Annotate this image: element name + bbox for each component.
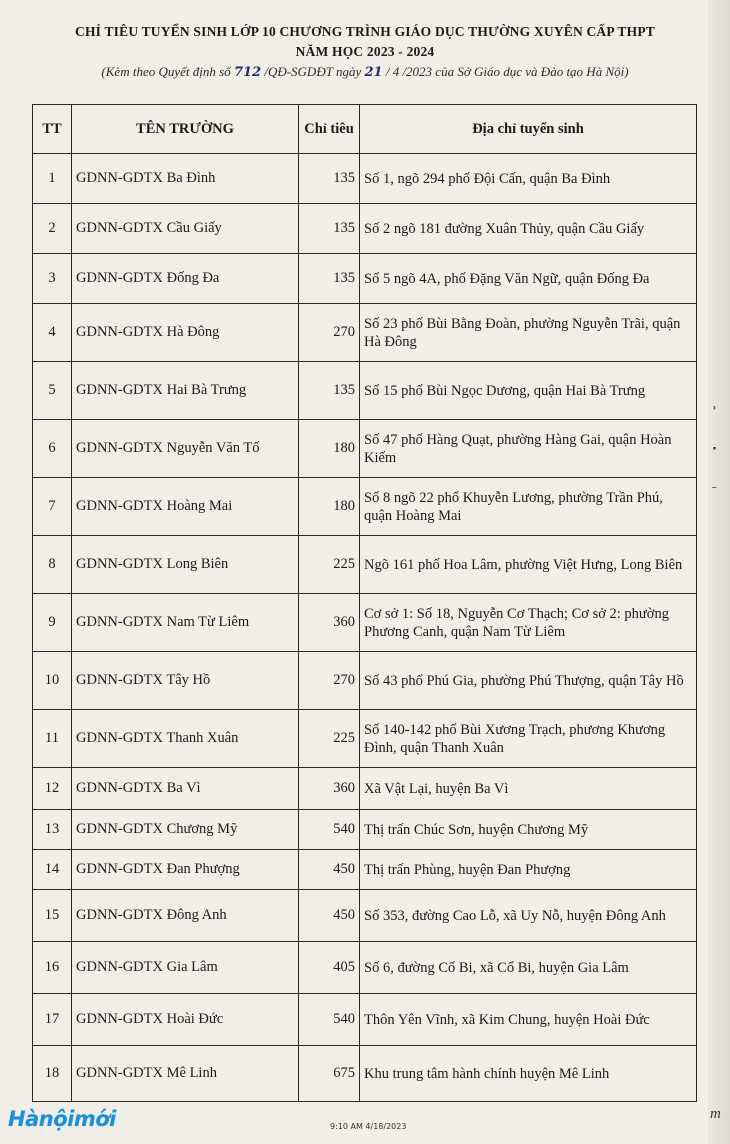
quota-value: 135 xyxy=(299,154,360,204)
table-row xyxy=(33,536,697,594)
school-name: GDNN-GDTX Ba Đình xyxy=(72,154,299,204)
table-body xyxy=(33,154,697,1102)
quota-value: 405 xyxy=(299,942,360,994)
school-name: GDNN-GDTX Ba Vì xyxy=(72,768,299,810)
row-number: 14 xyxy=(33,850,72,890)
school-name: GDNN-GDTX Chương Mỹ xyxy=(72,810,299,850)
admission-address: Số 353, đường Cao Lỗ, xã Uy Nỗ, huyện Đông Anh xyxy=(360,890,697,942)
school-name: GDNN-GDTX Nguyễn Văn Tố xyxy=(72,420,299,478)
row-number: 9 xyxy=(33,594,72,652)
header-school-name: TÊN TRƯỜNG xyxy=(72,105,299,154)
table-row xyxy=(33,890,697,942)
admission-address: Thị trấn Phùng, huyện Đan Phượng xyxy=(360,850,697,890)
admission-address: Số 15 phố Bùi Ngọc Dương, quận Hai Bà Trưng xyxy=(360,362,697,420)
admission-address: Số 8 ngõ 22 phố Khuyễn Lương, phường Trần Phú, quận Hoàng Mai xyxy=(360,478,697,536)
school-name: GDNN-GDTX Hai Bà Trưng xyxy=(72,362,299,420)
row-number: 1 xyxy=(33,154,72,204)
quota-value: 360 xyxy=(299,594,360,652)
header-address: Địa chỉ tuyển sinh xyxy=(360,105,697,154)
quota-value: 270 xyxy=(299,304,360,362)
school-name: GDNN-GDTX Cầu Giấy xyxy=(72,204,299,254)
admission-address: Số 1, ngõ 294 phố Đội Cấn, quận Ba Đình xyxy=(360,154,697,204)
quota-value: 540 xyxy=(299,994,360,1046)
row-number: 2 xyxy=(33,204,72,254)
school-name: GDNN-GDTX Mê Linh xyxy=(72,1046,299,1102)
row-number: 16 xyxy=(33,942,72,994)
quota-value: 450 xyxy=(299,890,360,942)
row-number: 17 xyxy=(33,994,72,1046)
page-edge xyxy=(708,0,730,1144)
table-row xyxy=(33,478,697,536)
school-name: GDNN-GDTX Đống Đa xyxy=(72,254,299,304)
document-header xyxy=(0,22,730,83)
table-row xyxy=(33,204,697,254)
quota-value: 135 xyxy=(299,204,360,254)
row-number: 13 xyxy=(33,810,72,850)
table-row xyxy=(33,362,697,420)
margin-marks xyxy=(712,405,730,511)
table-row xyxy=(33,810,697,850)
admission-address: Khu trung tâm hành chính huyện Mê Linh xyxy=(360,1046,697,1102)
school-name: GDNN-GDTX Hoài Đức xyxy=(72,994,299,1046)
quota-value: 270 xyxy=(299,652,360,710)
decision-number: 712 xyxy=(233,65,262,80)
title-line-2: NĂM HỌC 2023 - 2024 xyxy=(295,44,435,59)
publisher-logo: Hànộimới xyxy=(8,1107,116,1131)
row-number: 10 xyxy=(33,652,72,710)
row-number: 4 xyxy=(33,304,72,362)
row-number: 7 xyxy=(33,478,72,536)
quota-value: 450 xyxy=(299,850,360,890)
header-quota: Chỉ tiêu xyxy=(299,105,360,154)
table-row xyxy=(33,710,697,768)
margin-mark: ʾ xyxy=(712,405,717,420)
quota-value: 225 xyxy=(299,536,360,594)
admission-address: Thôn Yên Vĩnh, xã Kim Chung, huyện Hoài Đức xyxy=(360,994,697,1046)
table-row xyxy=(33,304,697,362)
admission-address: Cơ sở 1: Số 18, Nguyễn Cơ Thạch; Cơ sở 2: phường Phương Canh, quận Nam Từ Liêm xyxy=(360,594,697,652)
table-row xyxy=(33,994,697,1046)
school-name: GDNN-GDTX Đông Anh xyxy=(72,890,299,942)
school-name: GDNN-GDTX Thanh Xuân xyxy=(72,710,299,768)
quota-value: 180 xyxy=(299,478,360,536)
admission-address: Số 140-142 phố Bùi Xương Trạch, phương Khương Đình, quận Thanh Xuân xyxy=(360,710,697,768)
admission-address: Ngõ 161 phố Hoa Lâm, phường Việt Hưng, Long Biên xyxy=(360,536,697,594)
school-name: GDNN-GDTX Hà Đông xyxy=(72,304,299,362)
admission-address: Số 2 ngõ 181 đường Xuân Thủy, quận Cầu Giấy xyxy=(360,204,697,254)
row-number: 12 xyxy=(33,768,72,810)
row-number: 8 xyxy=(33,536,72,594)
quota-value: 225 xyxy=(299,710,360,768)
school-name: GDNN-GDTX Tây Hồ xyxy=(72,652,299,710)
table-header-row xyxy=(33,105,697,154)
school-name: GDNN-GDTX Nam Từ Liêm xyxy=(72,594,299,652)
table-row xyxy=(33,420,697,478)
table-row xyxy=(33,154,697,204)
quota-value: 135 xyxy=(299,254,360,304)
row-number: 18 xyxy=(33,1046,72,1102)
row-number: 5 xyxy=(33,362,72,420)
school-name: GDNN-GDTX Gia Lâm xyxy=(72,942,299,994)
quota-table xyxy=(32,104,697,1102)
table-row xyxy=(33,254,697,304)
header-tt: TT xyxy=(33,105,72,154)
admission-address: Số 6, đường Cổ Bi, xã Cổ Bi, huyện Gia Lâm xyxy=(360,942,697,994)
admission-address: Số 5 ngõ 4A, phố Đặng Văn Ngữ, quận Đống Đa xyxy=(360,254,697,304)
quota-value: 135 xyxy=(299,362,360,420)
margin-mark: · xyxy=(712,442,717,457)
quota-value: 675 xyxy=(299,1046,360,1102)
decision-reference xyxy=(0,62,730,83)
school-name: GDNN-GDTX Hoàng Mai xyxy=(72,478,299,536)
admission-address: Xã Vật Lại, huyện Ba Vì xyxy=(360,768,697,810)
row-number: 11 xyxy=(33,710,72,768)
title-line-1: CHỈ TIÊU TUYỂN SINH LỚP 10 CHƯƠNG TRÌNH GIÁO DỤC THƯỜNG XUYÊN CẤP THPT xyxy=(75,24,655,39)
subtitle-suffix: / 4 /2023 của Sở Giáo dục và Đào tạo Hà Nội) xyxy=(385,64,629,79)
row-number: 15 xyxy=(33,890,72,942)
table-row xyxy=(33,594,697,652)
admission-address: Thị trấn Chúc Sơn, huyện Chương Mỹ xyxy=(360,810,697,850)
admission-address: Số 43 phố Phú Gia, phường Phú Thượng, quận Tây Hồ xyxy=(360,652,697,710)
row-number: 3 xyxy=(33,254,72,304)
school-name: GDNN-GDTX Đan Phượng xyxy=(72,850,299,890)
quota-value: 540 xyxy=(299,810,360,850)
admission-address: Số 47 phố Hàng Quạt, phường Hàng Gai, quận Hoàn Kiếm xyxy=(360,420,697,478)
handwritten-mark: m xyxy=(710,1106,721,1122)
quota-value: 180 xyxy=(299,420,360,478)
admission-address: Số 23 phố Bùi Bằng Đoàn, phường Nguyễn Trãi, quận Hà Đông xyxy=(360,304,697,362)
table-row xyxy=(33,768,697,810)
table-row xyxy=(33,1046,697,1102)
print-timestamp: 9:10 AM 4/18/2023 xyxy=(330,1122,407,1131)
subtitle-prefix: (Kèm theo Quyết định số xyxy=(101,64,231,79)
school-name: GDNN-GDTX Long Biên xyxy=(72,536,299,594)
table-row xyxy=(33,652,697,710)
decision-day: 21 xyxy=(364,65,383,80)
table-row xyxy=(33,850,697,890)
row-number: 6 xyxy=(33,420,72,478)
subtitle-middle: /QĐ-SGDĐT ngày xyxy=(264,64,362,79)
quota-value: 360 xyxy=(299,768,360,810)
margin-mark: _ xyxy=(712,479,717,489)
table-row xyxy=(33,942,697,994)
